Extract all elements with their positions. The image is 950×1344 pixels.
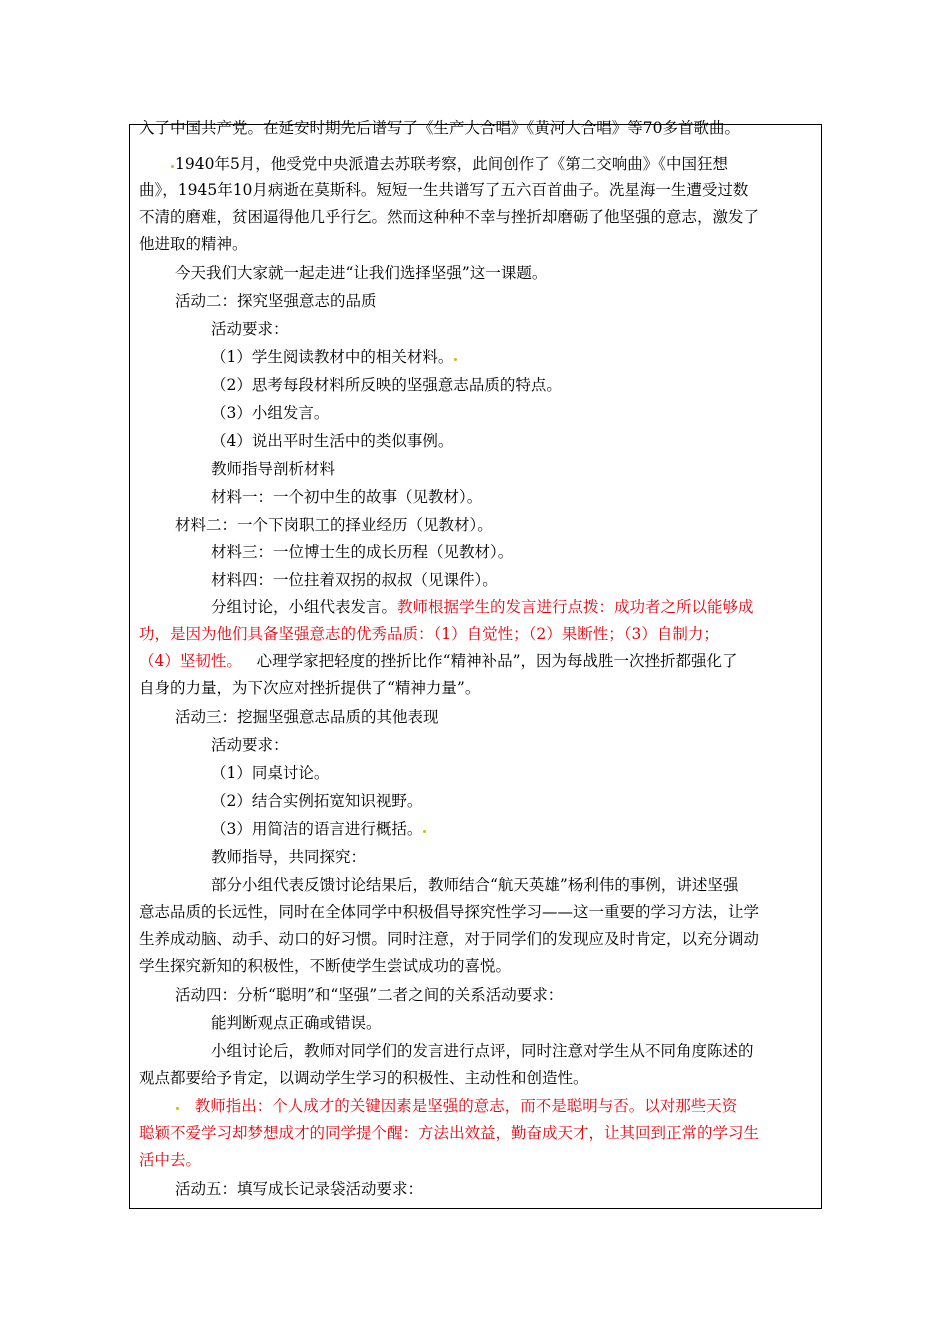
text-line: （2）结合实例拓宽知识视野。	[211, 792, 423, 810]
text-line: 活动四：分析“聪明”和“坚强”二者之间的关系活动要求：	[175, 986, 564, 1004]
edit-mark-icon	[454, 358, 457, 361]
text-line: 材料四：一位拄着双拐的叔叔（见课件）。	[211, 571, 498, 589]
text-line: 材料三：一位博士生的成长历程（见教材）。	[211, 543, 514, 561]
text-line: 生养成动脑、动手、动口的好习惯。同时注意，对于同学们的发现应及时肯定，以充分调动	[139, 930, 760, 948]
text-line: 部分小组代表反馈讨论结果后，教师结合“航天英雄”杨利伟的事例，讲述坚强	[211, 876, 739, 894]
text-line: 功，是因为他们具备坚强意志的优秀品质：（1）自觉性；（2）果断性；（3）自制力；	[139, 625, 719, 643]
text-line: 能判断观点正确或错误。	[211, 1014, 382, 1032]
edit-mark-icon	[423, 830, 426, 833]
text-line: （3）用简洁的语言进行概括。	[211, 819, 427, 839]
text-line: 活动要求：	[211, 736, 289, 754]
text-line: 分组讨论，小组代表发言。教师根据学生的发言进行点拨：成功者之所以能够成	[211, 598, 754, 616]
text-line: 材料一：一个初中生的故事（见教材）。	[211, 488, 483, 506]
text-line: 曲》，1945年10月病逝在莫斯科。短短一生共谱写了五六百首曲子。冼星海一生遭受过数	[139, 181, 749, 199]
text-line: 观点都要给予肯定，以调动学生学习的积极性、主动性和创造性。	[139, 1069, 589, 1087]
text-line: 小组讨论后，教师对同学们的发言进行点评，同时注意对学生从不同角度陈述的	[211, 1042, 754, 1060]
text-line: 活动二：探究坚强意志的品质	[175, 292, 377, 310]
text-line: （1）同桌讨论。	[211, 764, 330, 782]
text-line: 入了中国共产党。在延安时期先后谱写了《生产大合唱》《黄河大合唱》等70多首歌曲。	[139, 119, 740, 137]
text-line: （4）坚韧性。 心理学家把轻度的挫折比作“精神补品”，因为每战胜一次挫折都强化了	[139, 652, 738, 670]
text-line: 活动五：填写成长记录袋活动要求：	[175, 1180, 424, 1198]
text-line: 活动要求：	[211, 320, 289, 338]
text-line: 材料二：一个下岗职工的择业经历（见教材）。	[175, 516, 493, 534]
text-line: （1）学生阅读教材中的相关材料。	[211, 347, 458, 367]
edit-mark-icon	[176, 1107, 179, 1110]
text-line: （3）小组发言。	[211, 404, 330, 422]
text-line: 教师指导剖析材料	[211, 460, 336, 478]
text-line: 聪颖不爱学习却梦想成才的同学提个醒：方法出效益，勤奋成天才，让其回到正常的学习生	[139, 1124, 760, 1142]
text-line: 自身的力量，为下次应对挫折提供了“精神力量”。	[139, 679, 481, 697]
text-line: 活中去。	[139, 1151, 202, 1169]
text-line: 1940年5月，他受党中央派遣去苏联考察，此间创作了《第二交响曲》《中国狂想	[170, 154, 728, 174]
text-line: 不清的磨难，贫困逼得他几乎行乞。然而这种种不幸与挫折却磨砺了他坚强的意志，激发了	[139, 208, 760, 226]
text-line: 教师指导，共同探究：	[211, 848, 367, 866]
text-line: 教师指出：个人成才的关键因素是坚强的意志，而不是聪明与否。以对那些天资	[175, 1096, 737, 1116]
text-line: 活动三：挖掘坚强意志品质的其他表现	[175, 708, 439, 726]
text-line: 今天我们大家就一起走进“让我们选择坚强”这一课题。	[175, 264, 548, 282]
edit-mark-icon	[171, 165, 174, 168]
text-line: 他进取的精神。	[139, 235, 248, 253]
text-line: 学生探究新知的积极性，不断使学生尝试成功的喜悦。	[139, 957, 512, 975]
text-line: （2）思考每段材料所反映的坚强意志品质的特点。	[211, 376, 562, 394]
text-line: （4）说出平时生活中的类似事例。	[211, 432, 454, 450]
text-line: 意志品质的长远性，同时在全体同学中积极倡导探究性学习——这一重要的学习方法，让学	[139, 903, 760, 921]
